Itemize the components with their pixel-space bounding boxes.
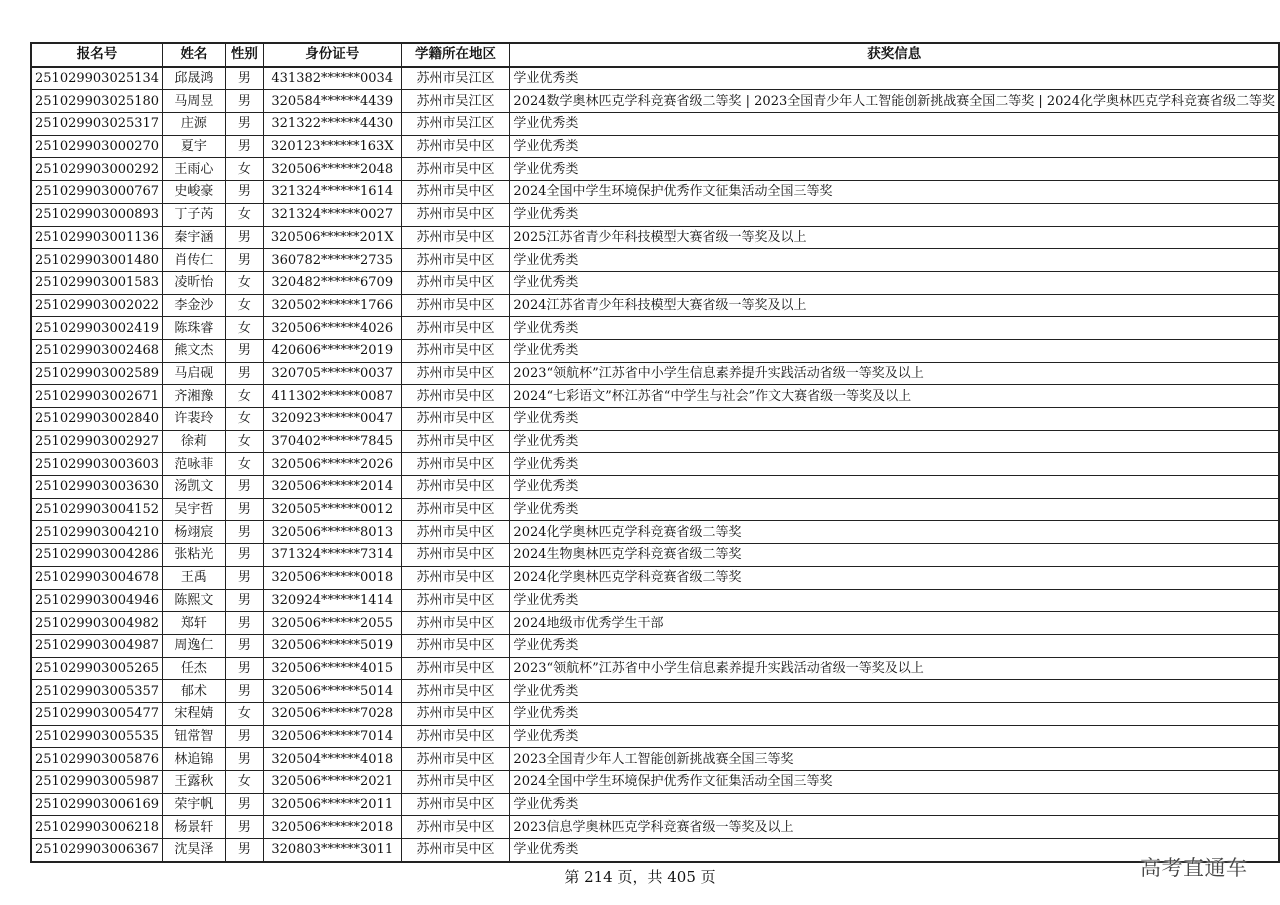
region-cell: 苏州市吴中区 [401, 793, 510, 816]
student-name-cell: 吴宇哲 [163, 498, 226, 521]
region-cell: 苏州市吴中区 [401, 589, 510, 612]
id-number-cell: 320506******0018 [263, 566, 401, 589]
region-cell: 苏州市吴中区 [401, 181, 510, 204]
registration-no-cell: 251029903002671 [31, 385, 163, 408]
id-number-cell: 320506******2018 [263, 816, 401, 839]
id-number-cell: 320506******8013 [263, 521, 401, 544]
student-name-cell: 王雨心 [163, 158, 226, 181]
award-info-cell: 学业优秀类 [510, 430, 1279, 453]
award-info-cell: 2023“领航杯”江苏省中小学生信息素养提升实践活动省级一等奖及以上 [510, 657, 1279, 680]
gender-cell: 男 [225, 816, 263, 839]
table-row [31, 771, 1279, 794]
region-cell: 苏州市吴中区 [401, 566, 510, 589]
student-name-cell: 马启砚 [163, 362, 226, 385]
table-row [31, 476, 1279, 499]
student-name-cell: 任杰 [163, 657, 226, 680]
student-name-cell: 肖传仁 [163, 249, 226, 272]
award-info-cell: 2025江苏省青少年科技模型大赛省级一等奖及以上 [510, 226, 1279, 249]
student-name-cell: 沈昊泽 [163, 839, 226, 862]
student-name-cell: 杨景轩 [163, 816, 226, 839]
header-region: 学籍所在地区 [401, 43, 510, 67]
student-name-cell: 荣宇帆 [163, 793, 226, 816]
table-row [31, 839, 1279, 862]
student-name-cell: 秦宇涵 [163, 226, 226, 249]
id-number-cell: 321324******0027 [263, 203, 401, 226]
award-info-cell: 学业优秀类 [510, 271, 1279, 294]
table-body [31, 67, 1279, 862]
student-name-cell: 林追锦 [163, 748, 226, 771]
gender-cell: 男 [225, 362, 263, 385]
gender-cell: 男 [225, 544, 263, 567]
gender-cell: 男 [225, 67, 263, 90]
gender-cell: 女 [225, 385, 263, 408]
header-row [31, 43, 1279, 67]
region-cell: 苏州市吴江区 [401, 90, 510, 113]
gender-cell: 男 [225, 657, 263, 680]
table-row [31, 612, 1279, 635]
gender-cell: 男 [225, 498, 263, 521]
header-name: 姓名 [163, 43, 226, 67]
id-number-cell: 320803******3011 [263, 839, 401, 862]
student-name-cell: 陈珠睿 [163, 317, 226, 340]
region-cell: 苏州市吴中区 [401, 362, 510, 385]
region-cell: 苏州市吴中区 [401, 453, 510, 476]
registration-no-cell: 251029903001480 [31, 249, 163, 272]
student-name-cell: 陈熙文 [163, 589, 226, 612]
student-name-cell: 夏宇 [163, 135, 226, 158]
region-cell: 苏州市吴中区 [401, 680, 510, 703]
gender-cell: 男 [225, 476, 263, 499]
award-info-cell: 学业优秀类 [510, 408, 1279, 431]
gender-cell: 男 [225, 339, 263, 362]
student-name-cell: 丁子芮 [163, 203, 226, 226]
id-number-cell: 320506******4015 [263, 657, 401, 680]
registration-no-cell: 251029903004987 [31, 634, 163, 657]
region-cell: 苏州市吴中区 [401, 339, 510, 362]
registration-no-cell: 251029903000893 [31, 203, 163, 226]
award-info-cell: 2024“七彩语文”杯江苏省“中学生与社会”作文大赛省级一等奖及以上 [510, 385, 1279, 408]
region-cell: 苏州市吴中区 [401, 748, 510, 771]
table-row [31, 544, 1279, 567]
gender-cell: 男 [225, 113, 263, 136]
region-cell: 苏州市吴中区 [401, 657, 510, 680]
id-number-cell: 320123******163X [263, 135, 401, 158]
region-cell: 苏州市吴中区 [401, 249, 510, 272]
table-row [31, 249, 1279, 272]
gender-cell: 男 [225, 748, 263, 771]
region-cell: 苏州市吴中区 [401, 203, 510, 226]
registration-no-cell: 251029903006169 [31, 793, 163, 816]
region-cell: 苏州市吴中区 [401, 408, 510, 431]
region-cell: 苏州市吴中区 [401, 158, 510, 181]
table-row [31, 816, 1279, 839]
header-gender: 性别 [225, 43, 263, 67]
table-header [31, 43, 1279, 67]
student-name-cell: 庄源 [163, 113, 226, 136]
table-row [31, 725, 1279, 748]
student-name-cell: 史峻豪 [163, 181, 226, 204]
award-list-table [30, 42, 1280, 863]
registration-no-cell: 251029903003603 [31, 453, 163, 476]
award-info-cell: 学业优秀类 [510, 67, 1279, 90]
registration-no-cell: 251029903005477 [31, 702, 163, 725]
table-row [31, 271, 1279, 294]
region-cell: 苏州市吴中区 [401, 476, 510, 499]
gender-cell: 女 [225, 702, 263, 725]
id-number-cell: 320506******5014 [263, 680, 401, 703]
table-row [31, 158, 1279, 181]
region-cell: 苏州市吴江区 [401, 67, 510, 90]
award-info-cell: 2024生物奥林匹克学科竞赛省级二等奖 [510, 544, 1279, 567]
table-row [31, 113, 1279, 136]
table-row [31, 385, 1279, 408]
registration-no-cell: 251029903002022 [31, 294, 163, 317]
table-row [31, 453, 1279, 476]
table-row [31, 498, 1279, 521]
region-cell: 苏州市吴中区 [401, 612, 510, 635]
student-name-cell: 范咏菲 [163, 453, 226, 476]
page-number: 第 214 页，共 405 页 [564, 868, 716, 886]
id-number-cell: 320506******7028 [263, 702, 401, 725]
student-name-cell: 宋程婧 [163, 702, 226, 725]
id-number-cell: 320506******7014 [263, 725, 401, 748]
student-name-cell: 郑轩 [163, 612, 226, 635]
region-cell: 苏州市吴中区 [401, 317, 510, 340]
gender-cell: 女 [225, 158, 263, 181]
student-name-cell: 李金沙 [163, 294, 226, 317]
header-registration-no: 报名号 [31, 43, 163, 67]
id-number-cell: 320923******0047 [263, 408, 401, 431]
id-number-cell: 320505******0012 [263, 498, 401, 521]
gender-cell: 女 [225, 317, 263, 340]
registration-no-cell: 251029903004982 [31, 612, 163, 635]
registration-no-cell: 251029903003630 [31, 476, 163, 499]
region-cell: 苏州市吴中区 [401, 294, 510, 317]
registration-no-cell: 251029903002468 [31, 339, 163, 362]
award-info-cell: 学业优秀类 [510, 317, 1279, 340]
award-info-cell: 2024全国中学生环境保护优秀作文征集活动全国三等奖 [510, 771, 1279, 794]
registration-no-cell: 251029903002840 [31, 408, 163, 431]
award-info-cell: 学业优秀类 [510, 839, 1279, 862]
award-info-cell: 学业优秀类 [510, 339, 1279, 362]
registration-no-cell: 251029903005876 [31, 748, 163, 771]
award-info-cell: 2024全国中学生环境保护优秀作文征集活动全国三等奖 [510, 181, 1279, 204]
registration-no-cell: 251029903001136 [31, 226, 163, 249]
id-number-cell: 371324******7314 [263, 544, 401, 567]
gender-cell: 男 [225, 181, 263, 204]
gender-cell: 男 [225, 725, 263, 748]
award-info-cell: 学业优秀类 [510, 249, 1279, 272]
region-cell: 苏州市吴中区 [401, 634, 510, 657]
student-name-cell: 齐湘豫 [163, 385, 226, 408]
table-row [31, 702, 1279, 725]
registration-no-cell: 251029903004946 [31, 589, 163, 612]
watermark-text: 高考直通车 [1140, 856, 1248, 880]
registration-no-cell: 251029903004152 [31, 498, 163, 521]
id-number-cell: 320506******4026 [263, 317, 401, 340]
table-row [31, 748, 1279, 771]
id-number-cell: 320506******2014 [263, 476, 401, 499]
student-name-cell: 王禹 [163, 566, 226, 589]
student-name-cell: 许裴玲 [163, 408, 226, 431]
table-row [31, 566, 1279, 589]
registration-no-cell: 251029903004210 [31, 521, 163, 544]
registration-no-cell: 251029903025180 [31, 90, 163, 113]
table-row [31, 294, 1279, 317]
id-number-cell: 320506******2021 [263, 771, 401, 794]
award-info-cell: 学业优秀类 [510, 498, 1279, 521]
award-info-cell: 学业优秀类 [510, 725, 1279, 748]
student-name-cell: 钮常智 [163, 725, 226, 748]
gender-cell: 男 [225, 90, 263, 113]
registration-no-cell: 251029903005357 [31, 680, 163, 703]
award-info-cell: 学业优秀类 [510, 476, 1279, 499]
registration-no-cell: 251029903025317 [31, 113, 163, 136]
student-name-cell: 周逸仁 [163, 634, 226, 657]
registration-no-cell: 251029903002589 [31, 362, 163, 385]
registration-no-cell: 251029903005535 [31, 725, 163, 748]
registration-no-cell: 251029903000270 [31, 135, 163, 158]
gender-cell: 男 [225, 680, 263, 703]
table-row [31, 226, 1279, 249]
award-info-cell: 2023“领航杯”江苏省中小学生信息素养提升实践活动省级一等奖及以上 [510, 362, 1279, 385]
id-number-cell: 320506******2011 [263, 793, 401, 816]
id-number-cell: 320584******4439 [263, 90, 401, 113]
id-number-cell: 370402******7845 [263, 430, 401, 453]
region-cell: 苏州市吴中区 [401, 430, 510, 453]
region-cell: 苏州市吴中区 [401, 385, 510, 408]
gender-cell: 男 [225, 521, 263, 544]
table-row [31, 135, 1279, 158]
gender-cell: 女 [225, 430, 263, 453]
id-number-cell: 320502******1766 [263, 294, 401, 317]
region-cell: 苏州市吴中区 [401, 816, 510, 839]
registration-no-cell: 251029903006367 [31, 839, 163, 862]
id-number-cell: 320924******1414 [263, 589, 401, 612]
id-number-cell: 321324******1614 [263, 181, 401, 204]
id-number-cell: 320506******2048 [263, 158, 401, 181]
award-info-cell: 学业优秀类 [510, 113, 1279, 136]
table-row [31, 362, 1279, 385]
id-number-cell: 320506******2026 [263, 453, 401, 476]
award-info-cell: 2024数学奥林匹克学科竞赛省级二等奖 | 2023全国青少年人工智能创新挑战赛全国二等奖 | 2024化学奥林匹克学科竞赛省级二等奖 [510, 90, 1279, 113]
student-name-cell: 凌昕怡 [163, 271, 226, 294]
table-row [31, 339, 1279, 362]
registration-no-cell: 251029903005987 [31, 771, 163, 794]
award-info-cell: 2023全国青少年人工智能创新挑战赛全国三等奖 [510, 748, 1279, 771]
id-number-cell: 320506******5019 [263, 634, 401, 657]
award-info-cell: 学业优秀类 [510, 589, 1279, 612]
award-info-cell: 学业优秀类 [510, 680, 1279, 703]
gender-cell: 女 [225, 203, 263, 226]
gender-cell: 男 [225, 634, 263, 657]
student-name-cell: 马周昱 [163, 90, 226, 113]
table-row [31, 90, 1279, 113]
gender-cell: 女 [225, 453, 263, 476]
gender-cell: 男 [225, 612, 263, 635]
table-row [31, 634, 1279, 657]
registration-no-cell: 251029903025134 [31, 67, 163, 90]
registration-no-cell: 251029903004286 [31, 544, 163, 567]
region-cell: 苏州市吴中区 [401, 498, 510, 521]
award-info-cell: 2023信息学奥林匹克学科竞赛省级一等奖及以上 [510, 816, 1279, 839]
region-cell: 苏州市吴中区 [401, 271, 510, 294]
region-cell: 苏州市吴江区 [401, 113, 510, 136]
award-info-cell: 2024化学奥林匹克学科竞赛省级二等奖 [510, 521, 1279, 544]
registration-no-cell: 251029903000767 [31, 181, 163, 204]
table-row [31, 181, 1279, 204]
table-row [31, 317, 1279, 340]
region-cell: 苏州市吴中区 [401, 135, 510, 158]
region-cell: 苏州市吴中区 [401, 839, 510, 862]
gender-cell: 女 [225, 294, 263, 317]
id-number-cell: 320506******2055 [263, 612, 401, 635]
gender-cell: 男 [225, 135, 263, 158]
registration-no-cell: 251029903002419 [31, 317, 163, 340]
award-info-cell: 2024地级市优秀学生干部 [510, 612, 1279, 635]
registration-no-cell: 251029903006218 [31, 816, 163, 839]
gender-cell: 男 [225, 249, 263, 272]
id-number-cell: 360782******2735 [263, 249, 401, 272]
gender-cell: 男 [225, 839, 263, 862]
table-row [31, 203, 1279, 226]
table-row [31, 521, 1279, 544]
student-name-cell: 汤凯文 [163, 476, 226, 499]
student-name-cell: 徐莉 [163, 430, 226, 453]
table-row [31, 793, 1279, 816]
id-number-cell: 320506******201X [263, 226, 401, 249]
award-info-cell: 学业优秀类 [510, 135, 1279, 158]
gender-cell: 男 [225, 793, 263, 816]
registration-no-cell: 251029903000292 [31, 158, 163, 181]
award-info-cell: 学业优秀类 [510, 702, 1279, 725]
gender-cell: 女 [225, 271, 263, 294]
table-row [31, 408, 1279, 431]
table-row [31, 589, 1279, 612]
id-number-cell: 411302******0087 [263, 385, 401, 408]
registration-no-cell: 251029903002927 [31, 430, 163, 453]
registration-no-cell: 251029903001583 [31, 271, 163, 294]
id-number-cell: 321322******4430 [263, 113, 401, 136]
id-number-cell: 320504******4018 [263, 748, 401, 771]
region-cell: 苏州市吴中区 [401, 521, 510, 544]
gender-cell: 男 [225, 226, 263, 249]
region-cell: 苏州市吴中区 [401, 544, 510, 567]
table-row [31, 680, 1279, 703]
gender-cell: 男 [225, 566, 263, 589]
header-id-number: 身份证号 [263, 43, 401, 67]
table-row [31, 67, 1279, 90]
id-number-cell: 431382******0034 [263, 67, 401, 90]
table-row [31, 430, 1279, 453]
student-name-cell: 郁术 [163, 680, 226, 703]
region-cell: 苏州市吴中区 [401, 226, 510, 249]
award-info-cell: 2024江苏省青少年科技模型大赛省级一等奖及以上 [510, 294, 1279, 317]
student-name-cell: 熊文杰 [163, 339, 226, 362]
student-name-cell: 邱晟鸿 [163, 67, 226, 90]
award-info-cell: 学业优秀类 [510, 634, 1279, 657]
registration-no-cell: 251029903005265 [31, 657, 163, 680]
region-cell: 苏州市吴中区 [401, 702, 510, 725]
award-info-cell: 学业优秀类 [510, 453, 1279, 476]
award-info-cell: 学业优秀类 [510, 793, 1279, 816]
student-name-cell: 杨翊宸 [163, 521, 226, 544]
table-row [31, 657, 1279, 680]
gender-cell: 男 [225, 589, 263, 612]
award-info-cell: 2024化学奥林匹克学科竞赛省级二等奖 [510, 566, 1279, 589]
gender-cell: 女 [225, 771, 263, 794]
student-name-cell: 张粘光 [163, 544, 226, 567]
id-number-cell: 320482******6709 [263, 271, 401, 294]
region-cell: 苏州市吴中区 [401, 725, 510, 748]
student-name-cell: 王露秋 [163, 771, 226, 794]
award-info-cell: 学业优秀类 [510, 203, 1279, 226]
id-number-cell: 320705******0037 [263, 362, 401, 385]
region-cell: 苏州市吴中区 [401, 771, 510, 794]
registration-no-cell: 251029903004678 [31, 566, 163, 589]
gender-cell: 女 [225, 408, 263, 431]
id-number-cell: 420606******2019 [263, 339, 401, 362]
header-award-info: 获奖信息 [510, 43, 1279, 67]
award-info-cell: 学业优秀类 [510, 158, 1279, 181]
